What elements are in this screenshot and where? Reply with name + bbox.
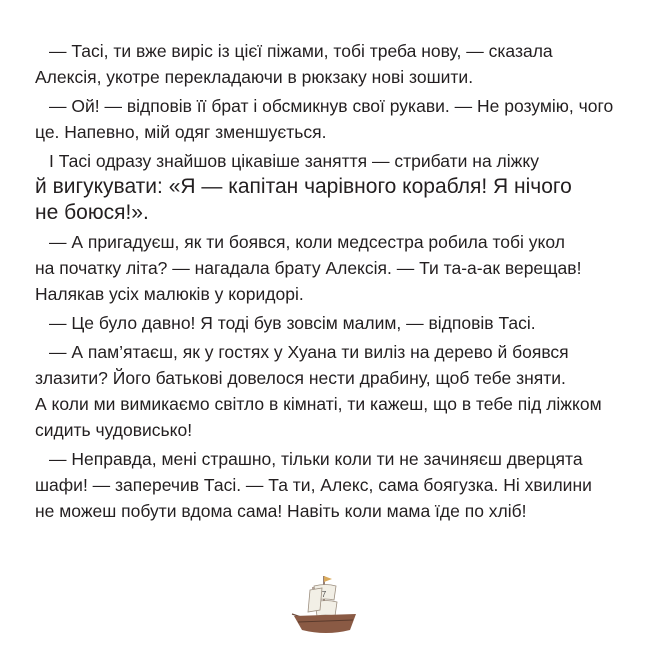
text-line: І Тасі одразу знайшов цікавіше заняття — стрибати на ліжку	[49, 151, 539, 171]
text-line: — Ой! — відповів її брат і обсмикнув свої рукави. — Не розумію, чого	[49, 96, 614, 116]
text-line: — А пам’ятаєш, як у гостях у Хуана ти виліз на дерево й боявся	[49, 342, 569, 362]
text-line: й вигукувати: «Я — капітан чарівного корабля! Я нічого	[35, 175, 572, 198]
text-line: сидить чудовисько!	[35, 420, 193, 440]
text-line: — А пригадуєш, як ти боявся, коли медсестра робила тобі укол	[49, 232, 565, 252]
text-line: — Неправда, мені страшно, тільки коли ти не зачиняєш дверцята	[49, 449, 583, 469]
text-line: не можеш побути вдома сама! Навіть коли мама їде по хліб!	[35, 501, 527, 521]
text-line: шафи! — заперечив Тасі. — Та ти, Алекс, сама боягузка. Ні хвилини	[35, 475, 592, 495]
text-line: злазити? Його батькові довелося нести драбину, щоб тебе зняти.	[35, 368, 566, 388]
text-line: — Це було давно! Я тоді був зовсім малим, — відповів Тасі.	[49, 313, 536, 333]
text-line: це. Напевно, мій одяг зменшується.	[35, 122, 327, 142]
text-line: — Тасі, ти вже виріс із цієї піжами, тобі треба нову, — сказала	[49, 41, 553, 61]
text-line: Налякав усіх малюків у коридорі.	[35, 284, 304, 304]
text-line: Алексія, укотре перекладаючи в рюкзаку нові зошити.	[35, 67, 474, 87]
sail-number: 7	[321, 590, 327, 599]
text-line: не боюся!».	[35, 201, 149, 224]
text-line: А коли ми вимикаємо світло в кімнаті, ти кажеш, що в тебе під ліжком	[35, 394, 602, 414]
ship-illustration	[286, 570, 366, 640]
text-line: на початку літа? — нагадала брату Алексія. — Ти та-а-ак верещав!	[35, 258, 582, 278]
